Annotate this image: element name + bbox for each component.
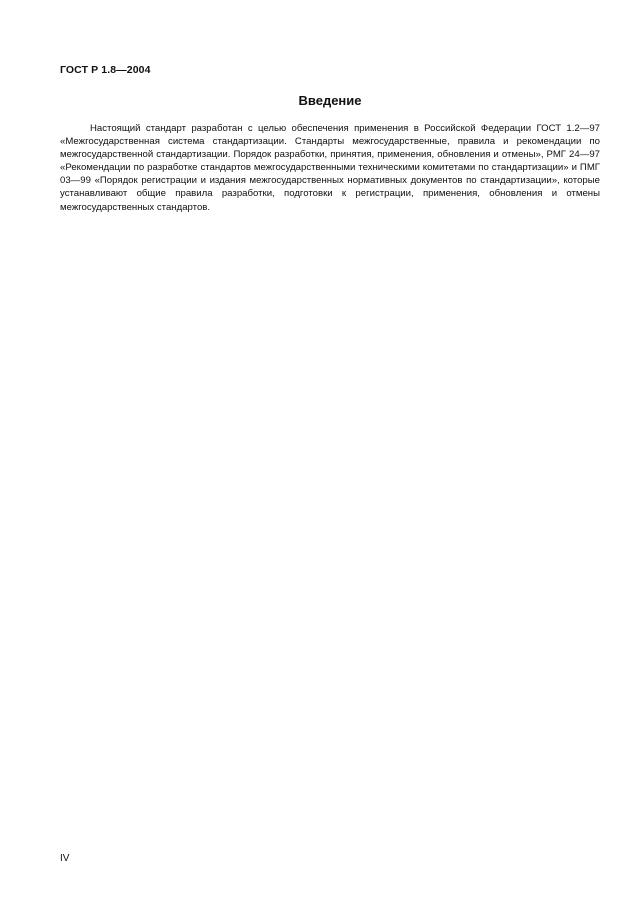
page-number: IV [60,853,70,864]
introduction-paragraph: Настоящий стандарт разработан с целью обеспечения применения в Российской Федерации ГОСТ 1.2—97 «Межгосударственная система стандартизации. Стандарты межгосударственные, правила и рекомендации по межгосударственной стандартизации. Порядок разработки, принятия, применения, обновления и отмены», РМГ 24—97 «Рекомендации по разработке стандартов межгосударственными техническими комитетами по стандартизации» и ПМГ 03—99 «Порядок регистрации и издания межгосударственных нормативных документов по стандартизации», которые устанавливают общие правила разработки, подготовки к регистрации, применения, обновления и отмены межгосударственных стандартов. [60,123,600,213]
section-title: Введение [298,93,362,108]
introduction-body [60,122,600,214]
document-code-header: ГОСТ Р 1.8—2004 [60,64,151,76]
